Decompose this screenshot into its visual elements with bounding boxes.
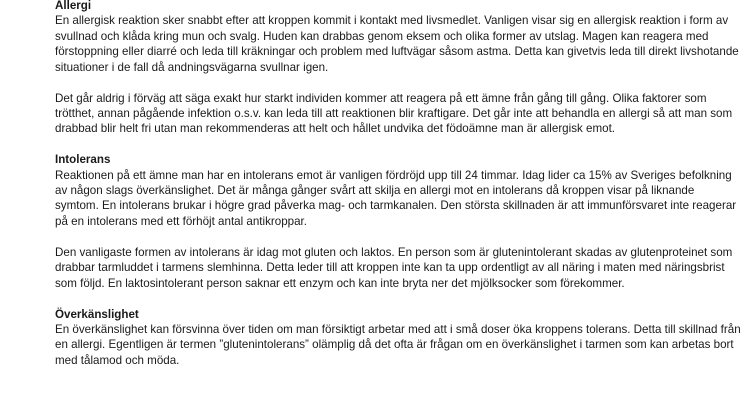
paragraph: En överkänslighet kan försvinna över tiden om man försiktigt arbetar med att i små doser öka kroppens tolerans. Detta till skillnad från en allergi. Egentligen är termen ”glutenintolerans” olämplig då det ofta är frågan om en överkänslighet i tarmen som kan arbetas bort med tålamod och möda.	[55, 322, 741, 367]
paragraph: Det går aldrig i förväg att säga exakt hur starkt individen kommer att reagera på ett ämne från gång till gång. Olika faktorer som trötthet, annan pågående infektion o.s.v. kan leda till att reaktionen blir kraftigare. Det går inte att behandla en allergi så att man som drabbad blir helt fri utan man rekommenderas att helt och hållet undvika det födoämne man är allergisk emot.	[55, 91, 733, 136]
section-overkanslighet	[55, 307, 741, 369]
paragraph: Reaktionen på ett ämne man har en intolerans emot är vanligen fördröjd upp till 24 timmar. Idag lider ca 15% av Sveriges befolkning av någon slags överkänslighet. Det är många gånger svårt att skilja en allergi mot en intolerans då kroppen visar på liknande symtom. En intolerans brukar i högre grad påverka mag- och tarmkanalen. Den största skillnaden är att immunförsvaret inte reagerar på en intolerans med ett förhöjt antal antikroppar.	[55, 168, 737, 228]
section-allergi	[55, 0, 741, 137]
document-page	[55, 0, 741, 368]
section-heading: Allergi	[55, 0, 92, 12]
section-intolerans	[55, 152, 741, 291]
paragraph: Den vanligaste formen av intolerans är idag mot gluten och laktos. En person som är glutenintolerant skadas av glutenproteinet som drabbar tarmluddet i tarmens slemhinna. Detta leder till att kroppen inte kan ta upp ordentligt av all näring i maten med näringsbrist som följd. En laktosintolerant person saknar ett enzym och kan inte bryta ner det mjölksocker som förekommer.	[55, 245, 733, 290]
section-heading: Intolerans	[55, 153, 111, 167]
section-heading: Överkänslighet	[55, 307, 139, 321]
paragraph: En allergisk reaktion sker snabbt efter att kroppen kommit i kontakt med livsmedlet. Vanligen visar sig en allergisk reaktion i form av svullnad och klåda kring mun och svalg. Huden kan drabbas genom eksem och olika former av utslag. Magen kan reagera med förstoppning eller diarré och leda till kräkningar och problem med luftvägar såsom astma. Detta kan givetvis leda till direkt livshotande situationer i de fall då andningsvägarna svullnar igen.	[55, 14, 739, 74]
